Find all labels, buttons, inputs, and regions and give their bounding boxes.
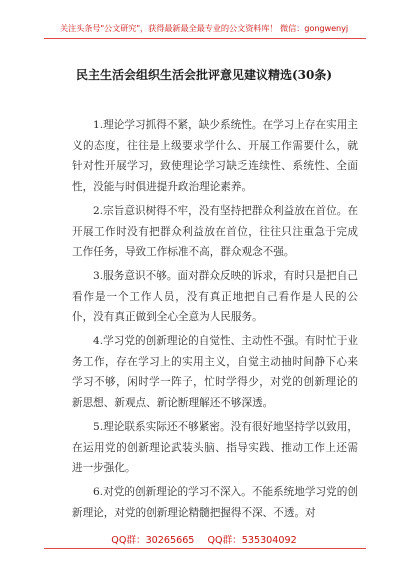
paragraph: 1.理论学习抓得不紧，缺少系统性。在学习上存在实用主义的态度，往往是上级要求学什么、开展工作需要什么，就针对性开展学习，致使理论学习缺乏连续性、系统性、全面性，没能与时俱进提升政治理论素养。 xyxy=(72,119,358,194)
header-divider xyxy=(44,38,366,39)
footer-contacts xyxy=(0,532,408,546)
header-notice: 关注头条号"公文研究"，获得最新最全最专业的公文资料库！ 微信：gongwenyj xyxy=(59,23,349,33)
paragraph: 6.对党的创新理论的学习不深入。不能系统地学习党的创新理论，对党的创新理论精髓把握得不深、不透。对 xyxy=(72,485,358,519)
paragraph: 5.理论联系实际还不够紧密。没有很好地坚持学以致用，在运用党的创新理论武装头脑、指导实践、推动工作上还需进一步强化。 xyxy=(72,420,358,475)
footer-qq-group-1: QQ群：30265665 xyxy=(111,535,195,546)
document-body xyxy=(72,115,358,526)
footer-qq-group-2: QQ群：535304092 xyxy=(207,535,297,546)
paragraph: 2.宗旨意识树得不牢，没有坚持把群众利益放在首位。在开展工作时没有把群众利益放在首位，往往只注重急于完成工作任务，导致工作标准不高，群众观念不强。 xyxy=(72,204,358,259)
paragraph: 3.服务意识不够。面对群众反映的诉求，有时只是把自己看作是一个工作人员，没有真正地把自己看作是人民的公仆，没有真正做到全心全意为人民服务。 xyxy=(72,269,358,324)
document-title: 民主生活会组织生活会批评意见建议精选(30条) xyxy=(75,68,333,82)
paragraph: 4.学习党的创新理论的自觉性、主动性不强。有时忙于业务工作，存在学习上的实用主义，自觉主动抽时间静下心来学习不够，闲时学一阵子，忙时学得少，对党的创新理论的新思想、新观点、新论断理解还不够深透。 xyxy=(72,335,358,410)
footer-divider xyxy=(44,548,366,549)
